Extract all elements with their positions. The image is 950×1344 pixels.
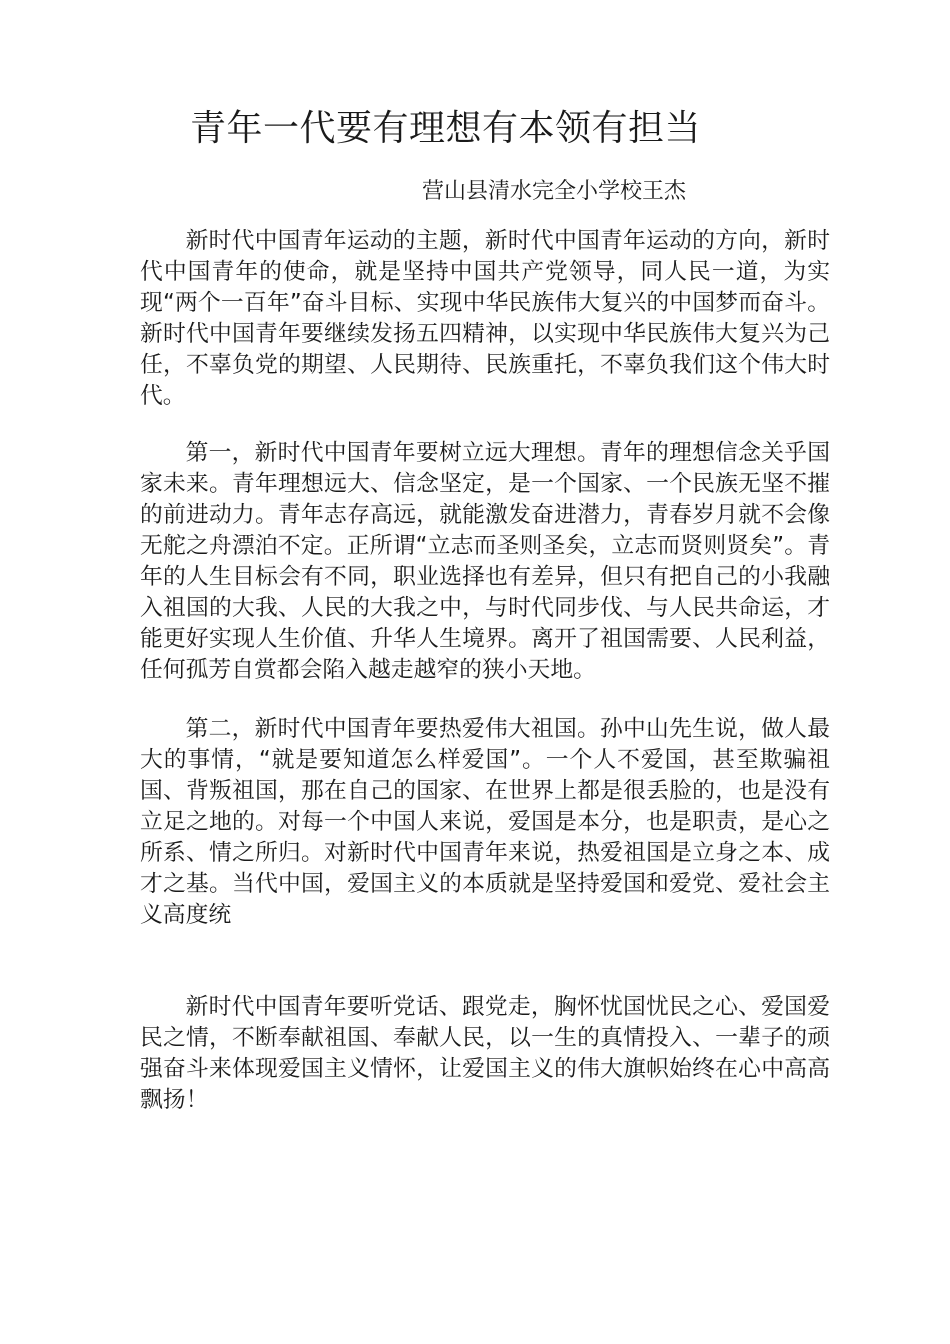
paragraph-intro: 新时代中国青年运动的主题，新时代中国青年运动的方向，新时代中国青年的使命，就是坚持中国共产党领导，同人民一道，为实现“两个一百年”奋斗目标、实现中华民族伟大复兴的中国梦而奋斗。新时代中国青年要继续发扬五四精神，以实现中华民族伟大复兴为己任，不辜负党的期望、人民期待、民族重托，不辜负我们这个伟大时代。: [140, 228, 830, 409]
document-title: 青年一代要有理想有本领有担当: [190, 108, 702, 149]
paragraph-ideals: 第一，新时代中国青年要树立远大理想。青年的理想信念关乎国家未来。青年理想远大、信念坚定，是一个国家、一个民族无坚不摧的前进动力。青年志存高远，就能激发奋进潜力，青春岁月就不会像无舵之舟漂泊不定。正所谓“立志而圣则圣矣，立志而贤则贤矣”。青年的人生目标会有不同，职业选择也有差异，但只有把自己的小我融入祖国的大我、人民的大我之中，与时代同步伐、与人民共命运，才能更好实现人生价值、升华人生境界。离开了祖国需要、人民利益，任何孤芳自赏都会陷入越走越窄的狭小天地。: [140, 440, 830, 683]
paragraph-conclusion: 新时代中国青年要听党话、跟党走，胸怀忧国忧民之心、爱国爱民之情，不断奉献祖国、奉献人民，以一生的真情投入、一辈子的顽强奋斗来体现爱国主义情怀，让爱国主义的伟大旗帜始终在心中高高飘扬！: [140, 994, 830, 1113]
paragraph-patriotism: 第二，新时代中国青年要热爱伟大祖国。孙中山先生说，做人最大的事情，“就是要知道怎么样爱国”。一个人不爱国，甚至欺骗祖国、背叛祖国，那在自己的国家、在世界上都是很丢脸的，也是没有立足之地的。对每一个中国人来说，爱国是本分，也是职责，是心之所系、情之所归。对新时代中国青年来说，热爱祖国是立身之本、成才之基。当代中国，爱国主义的本质就是坚持爱国和爱党、爱社会主义高度统: [140, 716, 830, 928]
author-line: 营山县清水完全小学校王杰: [422, 179, 687, 204]
